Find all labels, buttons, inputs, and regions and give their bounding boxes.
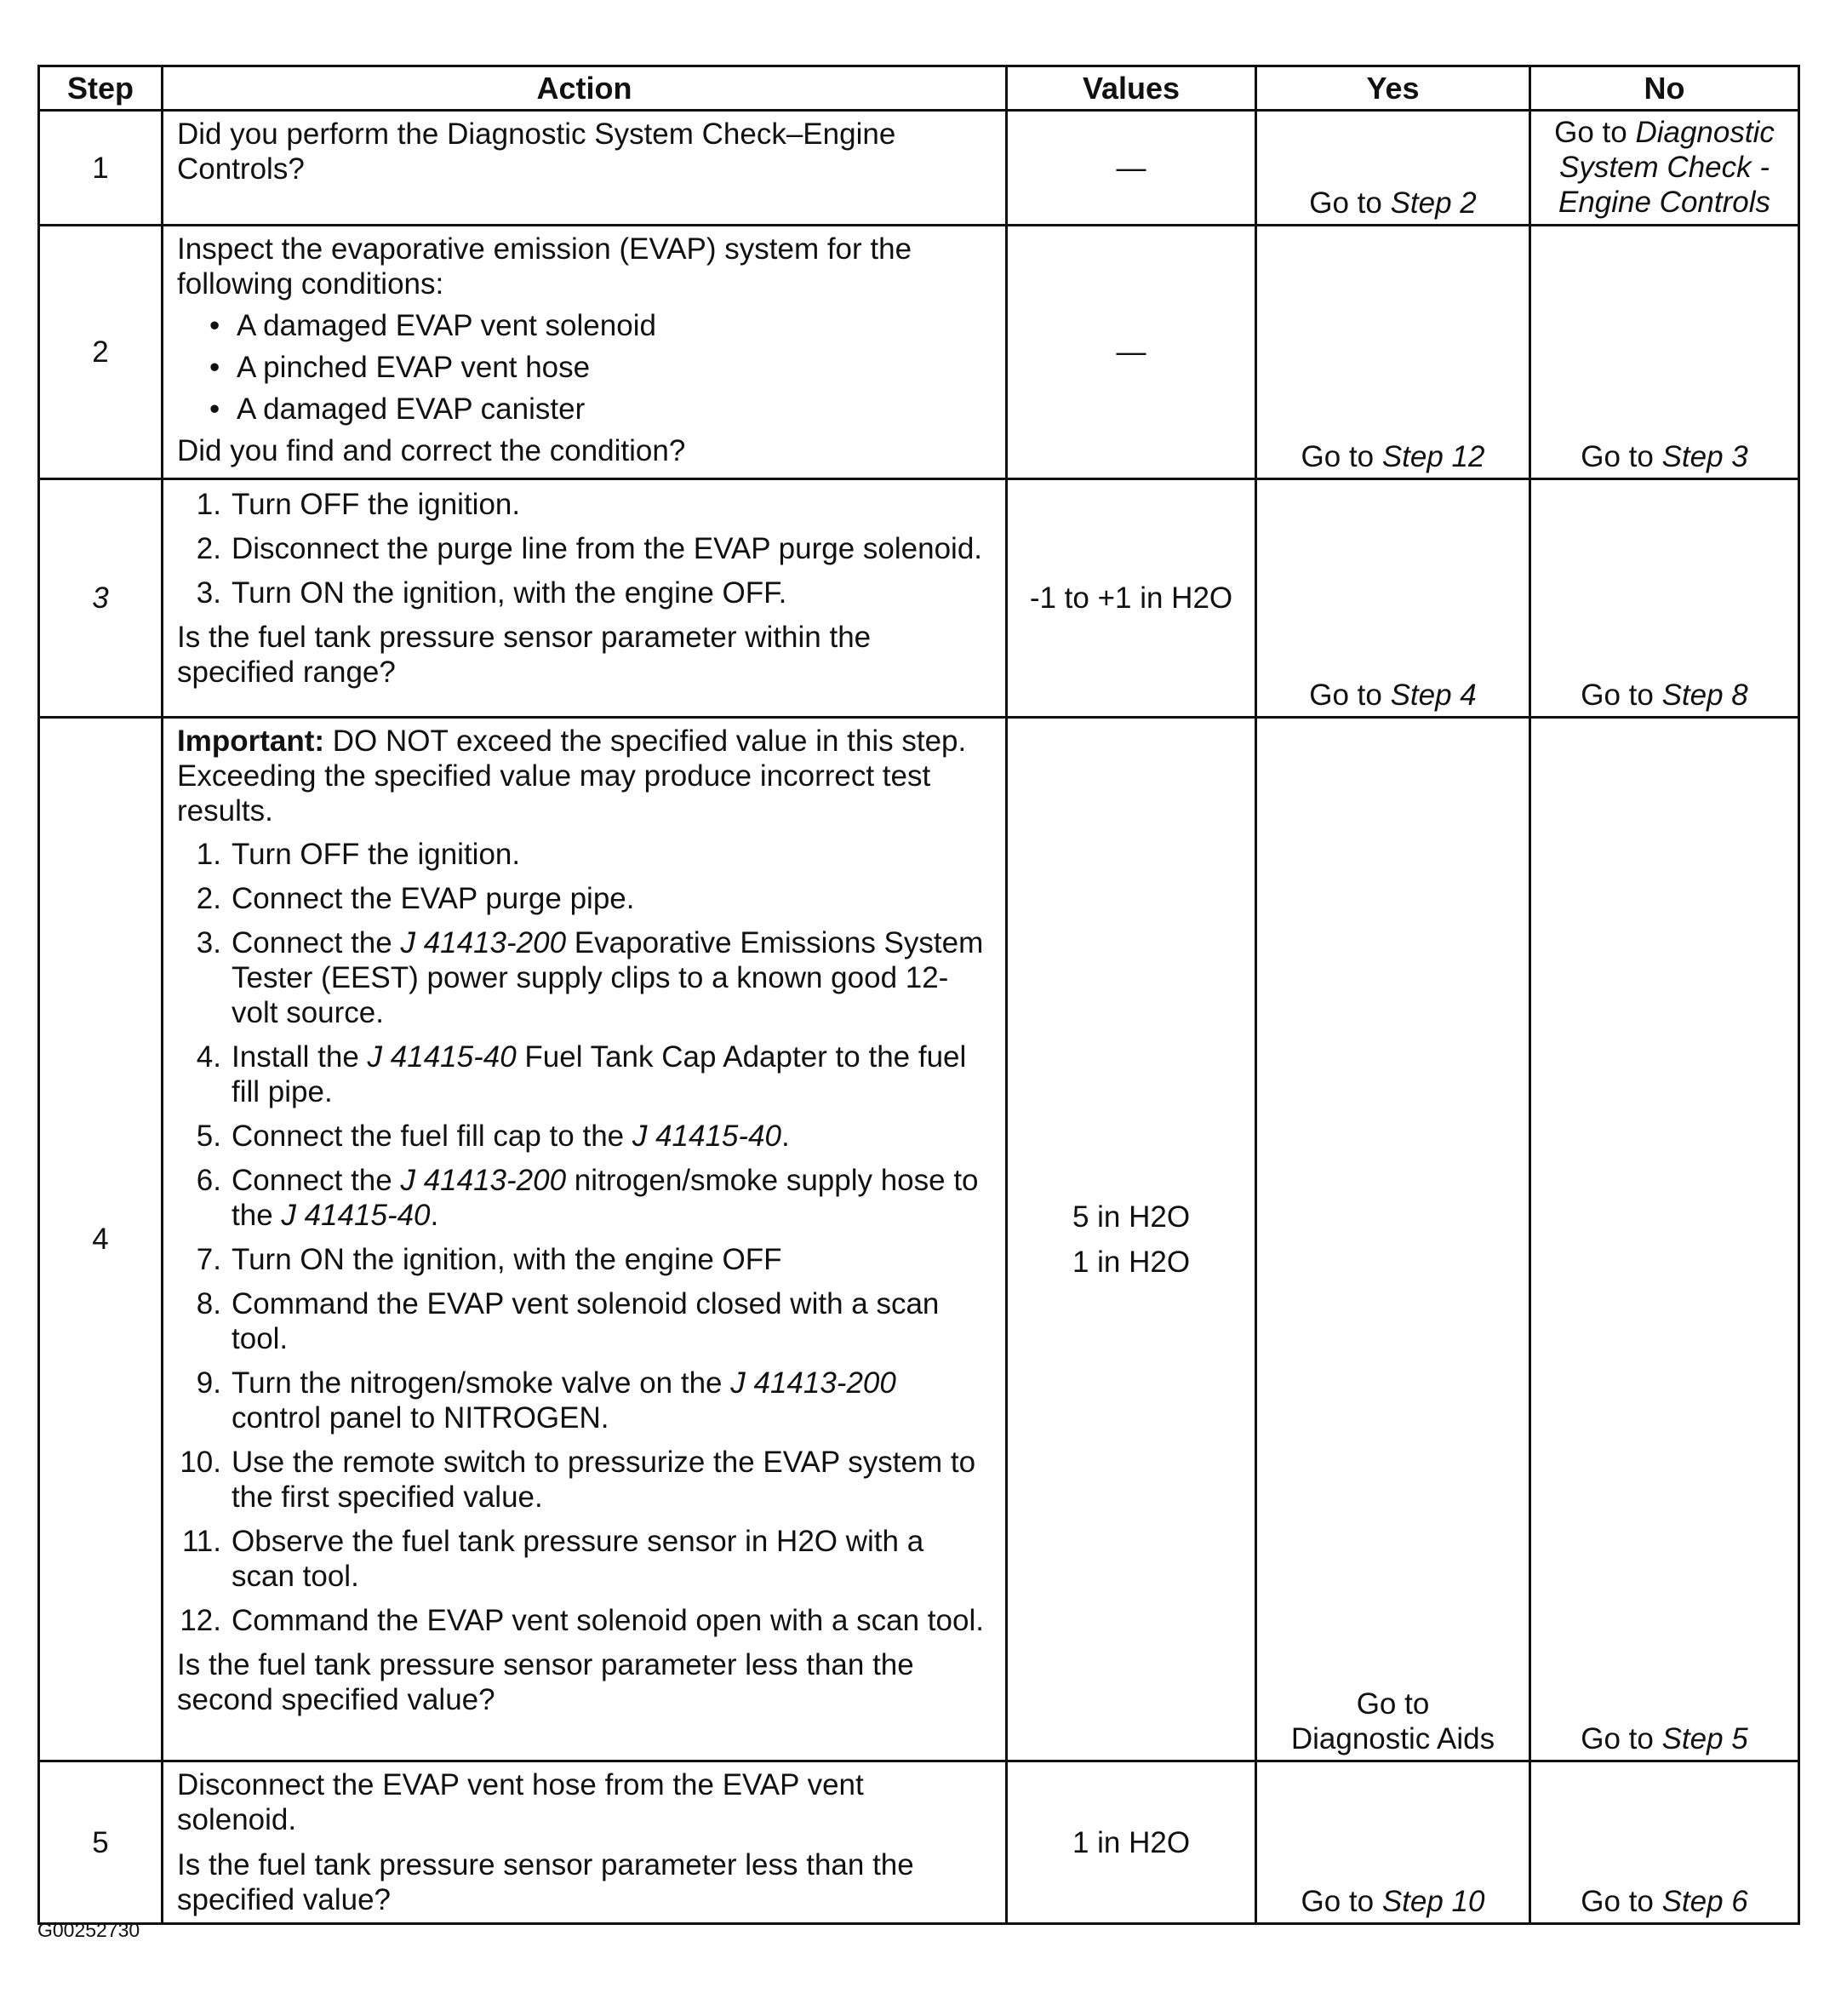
- step-link[interactable]: Step 10: [1381, 1885, 1485, 1918]
- list-item: 1. Turn OFF the ignition.: [196, 838, 521, 871]
- no-cell: Go to Step 8: [1530, 479, 1799, 718]
- step-number: 4: [39, 718, 163, 1761]
- table-row-step-1: [39, 111, 1799, 226]
- tool-reference: J 41413-200: [400, 926, 567, 959]
- list-item: 4. Install the J 41415-40 Fuel Tank Cap Adapter to the fuel fill pipe.: [196, 1040, 967, 1108]
- list-item: 8. Command the EVAP vent solenoid closed with a scan tool.: [196, 1287, 940, 1355]
- step-number: 1: [39, 111, 163, 226]
- action-cell: [163, 1761, 1007, 1924]
- step-link[interactable]: Step 6: [1661, 1885, 1748, 1918]
- list-item: 2. Connect the EVAP purge pipe.: [196, 882, 635, 915]
- diagnostic-table: [37, 65, 1800, 1925]
- table-row-step-2: [39, 226, 1799, 479]
- action-cell: [163, 718, 1007, 1761]
- list-item: 3. Turn ON the ignition, with the engine OFF.: [196, 576, 787, 610]
- list-item: 12. Command the EVAP vent solenoid open with a scan tool.: [180, 1604, 984, 1637]
- step-link[interactable]: Step 5: [1661, 1722, 1748, 1755]
- header-values: Values: [1007, 66, 1256, 111]
- bullet-icon: •: [209, 309, 220, 342]
- step-link[interactable]: Step 12: [1381, 440, 1485, 473]
- list-item: 7. Turn ON the ignition, with the engine OFF: [196, 1243, 782, 1276]
- action-question: Is the fuel tank pressure sensor parameter less than the second specified value?: [177, 1648, 914, 1716]
- yes-cell: Go to Diagnostic Aids: [1256, 718, 1530, 1761]
- value-cell: -1 to +1 in H2O: [1007, 479, 1256, 718]
- tool-reference: J 41415-40: [632, 1120, 781, 1153]
- action-question: Did you find and correct the condition?: [177, 434, 686, 467]
- table-row-step-3: [39, 479, 1799, 718]
- header-yes: Yes: [1256, 66, 1530, 111]
- list-item: 2. Disconnect the purge line from the EVAP purge solenoid.: [196, 532, 983, 565]
- action-question: Did you perform the Diagnostic System Check–Engine Controls?: [177, 117, 896, 186]
- list-item: 10. Use the remote switch to pressurize the EVAP system to the first specified value.: [180, 1446, 976, 1514]
- action-intro: Disconnect the EVAP vent hose from the EVAP vent solenoid.: [177, 1768, 864, 1836]
- yes-cell: Go to Step 12: [1256, 226, 1530, 479]
- list-item: • A damaged EVAP vent solenoid: [209, 309, 656, 342]
- table-row-step-5: [39, 1761, 1799, 1924]
- list-item: 9. Turn the nitrogen/smoke valve on the J 41413-200 control panel to NITROGEN.: [196, 1366, 896, 1435]
- diagnostic-aids-link[interactable]: Diagnostic Aids: [1290, 1722, 1495, 1755]
- yes-cell: Go to Step 4: [1256, 479, 1530, 718]
- yes-cell: Go to Step 10: [1256, 1761, 1530, 1924]
- step-link[interactable]: Step 2: [1390, 186, 1477, 220]
- bullet-icon: •: [209, 351, 220, 384]
- tool-reference: J 41415-40: [367, 1040, 517, 1074]
- bullet-icon: •: [209, 392, 220, 426]
- list-item: • A damaged EVAP canister: [209, 392, 586, 426]
- no-cell: Go to Diagnostic System Check - Engine Controls: [1530, 111, 1799, 226]
- value-cell: —: [1007, 111, 1256, 226]
- step-link[interactable]: Step 8: [1661, 679, 1748, 712]
- second-specified-value: 1 in H2O: [1072, 1245, 1191, 1279]
- action-intro: Inspect the evaporative emission (EVAP) system for the following conditions:: [177, 232, 912, 301]
- condition-list: [177, 308, 988, 427]
- no-cell: Go to Step 5: [1530, 718, 1799, 1761]
- action-cell: [163, 111, 1007, 226]
- step-link[interactable]: Step 4: [1390, 679, 1477, 712]
- header-action: Action: [163, 66, 1007, 111]
- important-note: Important: DO NOT exceed the specified value in this step. Exceeding the specified value may produce incorrect test results.: [177, 724, 967, 828]
- table-row-step-4: [39, 718, 1799, 1761]
- value-cell: 1 in H2O: [1007, 1761, 1256, 1924]
- list-item: • A pinched EVAP vent hose: [209, 351, 591, 384]
- no-cell: Go to Step 6: [1530, 1761, 1799, 1924]
- value-cell: —: [1007, 226, 1256, 479]
- list-item: 3. Connect the J 41413-200 Evaporative Emissions System Tester (EEST) power supply clips to a known good 12-volt source.: [196, 926, 984, 1029]
- step-number: 5: [39, 1761, 163, 1924]
- tool-reference: J 41415-40: [281, 1199, 431, 1232]
- no-cell: Go to Step 3: [1530, 226, 1799, 479]
- header-row: [39, 66, 1799, 111]
- first-specified-value: 5 in H2O: [1072, 1200, 1191, 1234]
- header-no: No: [1530, 66, 1799, 111]
- list-item: 6. Connect the J 41413-200 nitrogen/smoke supply hose to the J 41415-40.: [196, 1164, 979, 1232]
- document-code: G00252730: [37, 1919, 140, 1941]
- action-question: Is the fuel tank pressure sensor parameter less than the specified value?: [177, 1848, 914, 1916]
- step-link[interactable]: Step 3: [1661, 440, 1748, 473]
- procedure-link[interactable]: Diagnostic System Check - Engine Controls: [1558, 116, 1775, 219]
- header-step: Step: [39, 66, 163, 111]
- step-number: 2: [39, 226, 163, 479]
- list-item: 1. Turn OFF the ignition.: [196, 488, 521, 521]
- tool-reference: J 41413-200: [730, 1366, 896, 1400]
- list-item: 5. Connect the fuel fill cap to the J 41415-40.: [196, 1120, 790, 1153]
- action-question: Is the fuel tank pressure sensor parameter within the specified range?: [177, 621, 872, 689]
- tool-reference: J 41413-200: [400, 1164, 567, 1197]
- procedure-list: [177, 487, 988, 610]
- yes-cell: Go to Step 2: [1256, 111, 1530, 226]
- procedure-list: [177, 837, 988, 1638]
- list-item: 11. Observe the fuel tank pressure sensor in H2O with a scan tool.: [181, 1525, 924, 1593]
- value-cell: [1007, 718, 1256, 1761]
- action-cell: [163, 479, 1007, 718]
- step-number: 3: [39, 479, 163, 718]
- action-cell: [163, 226, 1007, 479]
